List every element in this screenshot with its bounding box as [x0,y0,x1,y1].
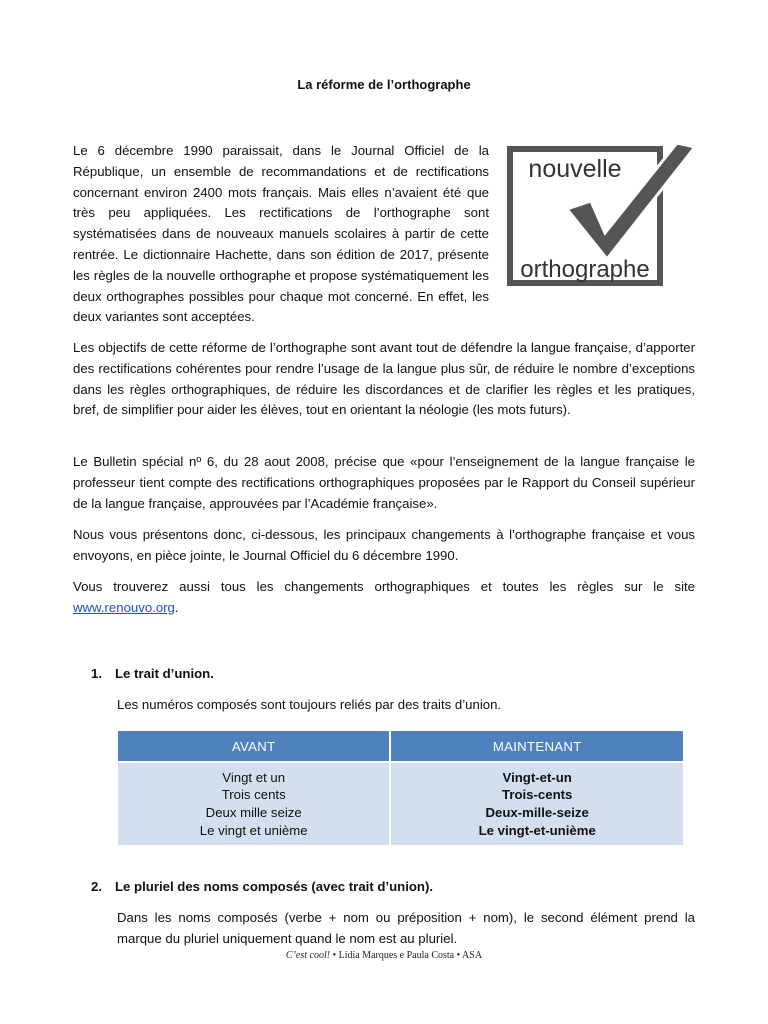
header-maintenant: MAINTENANT [391,731,683,761]
section-2-heading [91,879,433,894]
footer-text: • Lidia Marques e Paula Costa • ASA [330,950,483,961]
section-1-title: Le trait d’union. [115,666,214,681]
header-avant: AVANT [118,731,391,761]
paragraph-4: Nous vous présentons donc, ci-dessous, les principaux changements à l’orthographe française et vous envoyons, en pièce jointe, le Journal Officiel du 6 décembre 1990. [73,527,695,563]
section-2-title: Le pluriel des noms composés (avec trait d’union). [115,879,434,894]
section-1-number: 1. [91,666,102,681]
avant-item: Vingt et un [222,769,286,785]
paragraph-3: Le Bulletin spécial nº 6, du 28 aout 2008, précise que «pour l’enseignement de la langue française le professeur tient compte des rectifications orthographiques proposées par le Rapport du Conseil supérieur de la langue française, approuvées par l’Académie française». [73,454,695,511]
page-title: La réforme de l’orthographe [297,77,471,92]
paragraph-5-text: Vous trouverez aussi tous les changements orthographiques et toutes les règles sur le site [73,579,695,594]
section-1-text: Les numéros composés sont toujours reliés par des traits d’union. [117,697,502,712]
maintenant-item: Trois-cents [502,787,573,803]
avant-cell [118,761,391,845]
paragraph-2: Les objectifs de cette réforme de l’orthographe sont avant tout de défendre la langue française, d’apporter des rectifications cohérentes pour rendre l’usage de la langue plus sûr, de réduire le nombre d’exceptions dans les règles orthographiques, de réduire les discordances et de clarifier les règles et les pratiques, bref, de simplifier pour aider les élèves, tout en orientant la néologie (les mots futurs). [73,340,695,418]
maintenant-item: Le vingt-et-unième [478,822,596,838]
renouvo-link[interactable]: www.renouvo.org [73,599,175,615]
avant-item: Deux mille seize [205,805,302,820]
section-2-text: Dans les noms composés (verbe + nom ou préposition + nom), le second élément prend la marque du pluriel uniquement quand le nom est au pluriel. [117,910,695,946]
section-1-heading [91,666,214,681]
avant-item: Trois cents [221,787,286,803]
logo-word-nouvelle: nouvelle [528,155,622,183]
footer-emphasis: C’est cool! [285,950,331,961]
maintenant-item: Deux-mille-seize [485,805,589,820]
avant-item: Le vingt et unième [199,822,308,838]
maintenant-cell [391,761,683,845]
paragraph-5 [73,577,695,619]
maintenant-item: Vingt-et-un [502,769,572,785]
intro-paragraph [73,141,695,328]
paragraph-1: Le 6 décembre 1990 paraissait, dans le Journal Officiel de la République, un ensemble de recommandations et de rectifications concernant environ 2400 mots français. Mais elles n’avaient été que très peu appliquées. Les rectifications de l’orthographe sont systématisées dans de nouveaux manuels scolaires à partir de cette rentrée. Le dictionnaire Hachette, dans son édition de 2017, présente les règles de la nouvelle orthographe et propose systématiquement les deux orthographes possibles pour chaque mot concerné. En effet, les deux variantes sont acceptées. [73,143,489,325]
nouvelle-orthographe-logo [507,141,695,287]
checkmark-icon [507,141,695,287]
page-footer [0,950,768,961]
logo-word-orthographe: orthographe [520,256,650,283]
comparison-table [118,731,683,845]
table-row [118,761,683,845]
paragraph-5-end: . [174,599,179,615]
section-2-number: 2. [91,879,102,894]
